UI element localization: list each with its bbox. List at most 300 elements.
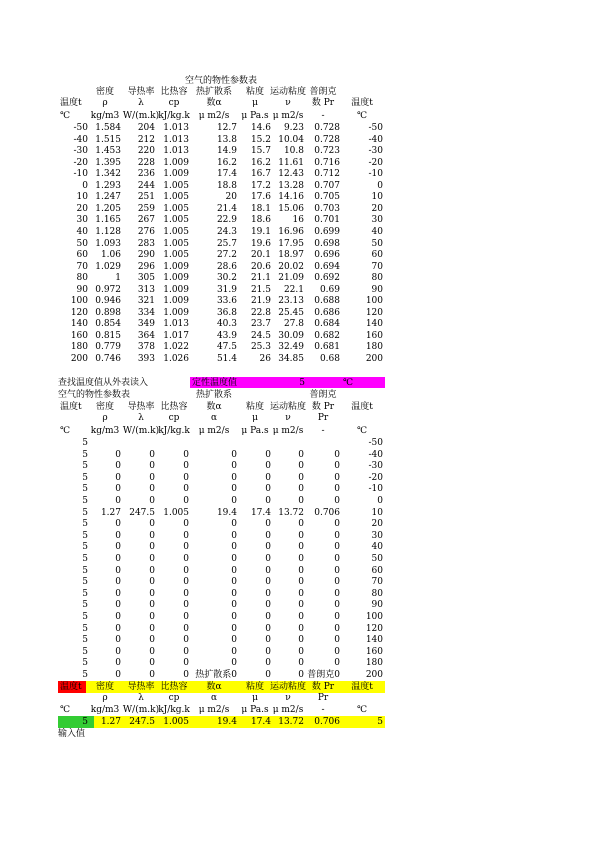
- result-row-cell-7[interactable]: 0.706: [314, 717, 340, 727]
- mid-row-7-cell-2[interactable]: 0: [149, 519, 155, 530]
- top-row-13-cell-3[interactable]: 1.009: [163, 273, 189, 284]
- top-row-7-cell-7[interactable]: 0.703: [314, 203, 340, 214]
- top-row-2-cell-2[interactable]: 220: [137, 146, 155, 157]
- mid-row-17-cell-8[interactable]: 140: [365, 635, 383, 646]
- top-row-14-cell-2[interactable]: 313: [137, 284, 155, 295]
- top-row-7-cell-8[interactable]: 20: [371, 203, 383, 214]
- top-row-18-cell-7[interactable]: 0.682: [314, 330, 340, 341]
- mid-row-11-cell-5[interactable]: 0: [265, 565, 271, 576]
- top-row-17-cell-7[interactable]: 0.684: [314, 319, 340, 330]
- top-row-16-cell-8[interactable]: 120: [365, 307, 383, 318]
- mid-row-15-cell-7[interactable]: 0: [334, 612, 340, 622]
- top-row-7-cell-0[interactable]: 20: [76, 203, 88, 214]
- top-row-20-cell-8[interactable]: 200: [365, 354, 383, 364]
- top-row-5-cell-1[interactable]: 1.293: [95, 180, 121, 191]
- mid-row-20-cell-7[interactable]: 普朗克0: [307, 670, 340, 680]
- mid-row-8-cell-5[interactable]: 0: [265, 530, 271, 541]
- mid-row-16-cell-3[interactable]: 0: [183, 623, 189, 634]
- mid-row-12-cell-1[interactable]: 0: [115, 577, 121, 588]
- mid-row-16-cell-0[interactable]: 5: [82, 623, 88, 634]
- mid-row-5-cell-2[interactable]: 0: [149, 496, 155, 506]
- mid-row-3-cell-7[interactable]: 0: [334, 472, 340, 483]
- top-row-5-cell-8[interactable]: 0: [377, 180, 383, 191]
- top-row-19-cell-7[interactable]: 0.681: [314, 342, 340, 353]
- top-row-13-cell-7[interactable]: 0.692: [314, 273, 340, 284]
- top-row-20-cell-0[interactable]: 200: [70, 354, 88, 364]
- top-row-20-cell-5[interactable]: 26: [259, 354, 271, 364]
- mid-row-5-cell-0[interactable]: 5: [82, 496, 88, 506]
- top-row-2-cell-7[interactable]: 0.723: [314, 146, 340, 157]
- mid-row-4-cell-4[interactable]: 0: [231, 484, 237, 495]
- mid-row-3-cell-2[interactable]: 0: [149, 472, 155, 483]
- top-row-13-cell-5[interactable]: 21.1: [250, 273, 271, 284]
- top-row-0-cell-6[interactable]: 9.23: [283, 123, 304, 133]
- mid-row-18-cell-1[interactable]: 0: [115, 646, 121, 657]
- mid-row-17-cell-2[interactable]: 0: [149, 635, 155, 646]
- mid-row-5-cell-6[interactable]: 0: [298, 496, 304, 506]
- mid-row-7-cell-7[interactable]: 0: [334, 519, 340, 530]
- mid-row-16-cell-8[interactable]: 120: [365, 623, 383, 634]
- mid-row-15-cell-8[interactable]: 100: [365, 612, 383, 622]
- mid-row-8-cell-8[interactable]: 30: [371, 530, 383, 541]
- top-row-17-cell-4[interactable]: 40.3: [216, 319, 237, 330]
- top-row-3-cell-5[interactable]: 16.2: [250, 157, 271, 168]
- mid-row-12-cell-4[interactable]: 0: [231, 577, 237, 588]
- top-row-16-cell-0[interactable]: 120: [70, 307, 88, 318]
- mid-row-8-cell-7[interactable]: 0: [334, 530, 340, 541]
- mid-row-14-cell-4[interactable]: 0: [231, 600, 237, 611]
- top-row-14-cell-8[interactable]: 90: [371, 284, 383, 295]
- top-row-3-cell-3[interactable]: 1.009: [163, 157, 189, 168]
- mid-row-2-cell-6[interactable]: 0: [298, 461, 304, 472]
- mid-row-19-cell-4[interactable]: 0: [231, 658, 237, 669]
- top-row-10-cell-0[interactable]: 50: [76, 238, 88, 249]
- top-row-15-cell-6[interactable]: 23.13: [278, 296, 304, 307]
- mid-row-1-cell-1[interactable]: 0: [115, 449, 121, 460]
- top-row-10-cell-6[interactable]: 17.95: [278, 238, 304, 249]
- top-row-9-cell-3[interactable]: 1.005: [163, 226, 189, 237]
- mid-row-3-cell-5[interactable]: 0: [265, 472, 271, 483]
- mid-row-8-cell-1[interactable]: 0: [115, 530, 121, 541]
- mid-row-13-cell-3[interactable]: 0: [183, 588, 189, 599]
- top-row-1-cell-1[interactable]: 1.515: [95, 134, 121, 145]
- top-row-0-cell-7[interactable]: 0.728: [314, 123, 340, 133]
- top-row-18-cell-3[interactable]: 1.017: [163, 330, 189, 341]
- top-row-15-cell-0[interactable]: 100: [70, 296, 88, 307]
- mid-row-14-cell-6[interactable]: 0: [298, 600, 304, 611]
- mid-row-17-cell-7[interactable]: 0: [334, 635, 340, 646]
- top-row-19-cell-3[interactable]: 1.022: [163, 342, 189, 353]
- mid-row-1-cell-2[interactable]: 0: [149, 449, 155, 460]
- mid-row-6-cell-2[interactable]: 247.5: [129, 507, 155, 518]
- mid-row-4-cell-3[interactable]: 0: [183, 484, 189, 495]
- mid-row-14-cell-3[interactable]: 0: [183, 600, 189, 611]
- top-row-19-cell-2[interactable]: 378: [137, 342, 155, 353]
- top-row-12-cell-3[interactable]: 1.009: [163, 261, 189, 272]
- top-row-17-cell-2[interactable]: 349: [137, 319, 155, 330]
- top-row-20-cell-3[interactable]: 1.026: [163, 354, 189, 364]
- top-row-8-cell-5[interactable]: 18.6: [250, 215, 271, 226]
- top-row-10-cell-5[interactable]: 19.6: [250, 238, 271, 249]
- top-row-13-cell-1[interactable]: 1: [115, 273, 121, 284]
- top-row-7-cell-3[interactable]: 1.005: [163, 203, 189, 214]
- result-row-cell-3[interactable]: 1.005: [163, 717, 189, 727]
- top-row-18-cell-2[interactable]: 364: [137, 330, 155, 341]
- top-row-13-cell-4[interactable]: 30.2: [216, 273, 237, 284]
- top-row-9-cell-6[interactable]: 16.96: [278, 226, 304, 237]
- top-row-16-cell-5[interactable]: 22.8: [250, 307, 271, 318]
- mid-row-1-cell-5[interactable]: 0: [265, 449, 271, 460]
- top-row-19-cell-6[interactable]: 32.49: [278, 342, 304, 353]
- mid-row-16-cell-7[interactable]: 0: [334, 623, 340, 634]
- top-row-6-cell-7[interactable]: 0.705: [314, 192, 340, 203]
- top-row-7-cell-1[interactable]: 1.205: [95, 203, 121, 214]
- mid-row-8-cell-3[interactable]: 0: [183, 530, 189, 541]
- mid-row-18-cell-7[interactable]: 0: [334, 646, 340, 657]
- mid-row-7-cell-5[interactable]: 0: [265, 519, 271, 530]
- top-row-7-cell-2[interactable]: 259: [137, 203, 155, 214]
- top-row-14-cell-6[interactable]: 22.1: [283, 284, 304, 295]
- mid-row-7-cell-0[interactable]: 5: [82, 519, 88, 530]
- top-row-20-cell-2[interactable]: 393: [137, 354, 155, 364]
- mid-row-20-cell-4[interactable]: 热扩散系0: [195, 670, 237, 680]
- mid-row-19-cell-6[interactable]: 0: [298, 658, 304, 669]
- mid-row-17-cell-1[interactable]: 0: [115, 635, 121, 646]
- mid-row-5-cell-3[interactable]: 0: [183, 496, 189, 506]
- mid-row-15-cell-3[interactable]: 0: [183, 612, 189, 622]
- mid-row-4-cell-7[interactable]: 0: [334, 484, 340, 495]
- mid-row-13-cell-4[interactable]: 0: [231, 588, 237, 599]
- mid-row-15-cell-0[interactable]: 5: [82, 612, 88, 622]
- top-row-0-cell-0[interactable]: -50: [73, 123, 88, 133]
- top-row-16-cell-3[interactable]: 1.009: [163, 307, 189, 318]
- mid-row-7-cell-4[interactable]: 0: [231, 519, 237, 530]
- mid-row-19-cell-1[interactable]: 0: [115, 658, 121, 669]
- top-row-1-cell-5[interactable]: 15.2: [250, 134, 271, 145]
- mid-row-16-cell-4[interactable]: 0: [231, 623, 237, 634]
- top-row-11-cell-6[interactable]: 18.97: [278, 250, 304, 261]
- mid-row-2-cell-4[interactable]: 0: [231, 461, 237, 472]
- mid-row-14-cell-0[interactable]: 5: [82, 600, 88, 611]
- mid-row-10-cell-0[interactable]: 5: [82, 554, 88, 564]
- top-row-3-cell-2[interactable]: 228: [137, 157, 155, 168]
- mid-row-2-cell-7[interactable]: 0: [334, 461, 340, 472]
- result-row-cell-4[interactable]: 19.4: [216, 717, 237, 727]
- top-row-19-cell-1[interactable]: 0.779: [95, 342, 121, 353]
- mid-row-18-cell-4[interactable]: 0: [231, 646, 237, 657]
- top-row-3-cell-6[interactable]: 11.61: [278, 157, 304, 168]
- top-row-2-cell-8[interactable]: -30: [368, 146, 383, 157]
- top-row-10-cell-4[interactable]: 25.7: [216, 238, 237, 249]
- mid-row-19-cell-5[interactable]: 0: [265, 658, 271, 669]
- top-row-12-cell-1[interactable]: 1.029: [95, 261, 121, 272]
- top-row-6-cell-2[interactable]: 251: [137, 192, 155, 203]
- top-row-12-cell-7[interactable]: 0.694: [314, 261, 340, 272]
- top-row-11-cell-3[interactable]: 1.005: [163, 250, 189, 261]
- top-row-6-cell-3[interactable]: 1.005: [163, 192, 189, 203]
- top-row-5-cell-4[interactable]: 18.8: [216, 180, 237, 191]
- top-row-17-cell-1[interactable]: 0.854: [95, 319, 121, 330]
- top-row-11-cell-4[interactable]: 27.2: [216, 250, 237, 261]
- mid-row-15-cell-1[interactable]: 0: [115, 612, 121, 622]
- top-row-15-cell-7[interactable]: 0.688: [314, 296, 340, 307]
- top-row-0-cell-5[interactable]: 14.6: [250, 123, 271, 133]
- top-row-10-cell-8[interactable]: 50: [371, 238, 383, 249]
- mid-row-1-cell-3[interactable]: 0: [183, 449, 189, 460]
- top-row-0-cell-2[interactable]: 204: [137, 123, 155, 133]
- mid-row-20-cell-5[interactable]: 0: [265, 670, 271, 680]
- top-row-18-cell-4[interactable]: 43.9: [216, 330, 237, 341]
- top-row-17-cell-3[interactable]: 1.013: [163, 319, 189, 330]
- mid-row-8-cell-6[interactable]: 0: [298, 530, 304, 541]
- mid-row-13-cell-0[interactable]: 5: [82, 588, 88, 599]
- top-row-6-cell-8[interactable]: 10: [371, 192, 383, 203]
- mid-row-9-cell-8[interactable]: 40: [371, 542, 383, 553]
- mid-row-11-cell-0[interactable]: 5: [82, 565, 88, 576]
- top-row-4-cell-1[interactable]: 1.342: [95, 169, 121, 180]
- top-row-18-cell-6[interactable]: 30.09: [278, 330, 304, 341]
- mid-row-11-cell-1[interactable]: 0: [115, 565, 121, 576]
- mid-row-15-cell-5[interactable]: 0: [265, 612, 271, 622]
- mid-row-4-cell-2[interactable]: 0: [149, 484, 155, 495]
- top-row-9-cell-4[interactable]: 24.3: [216, 226, 237, 237]
- top-row-6-cell-4[interactable]: 20: [225, 192, 237, 203]
- mid-row-9-cell-5[interactable]: 0: [265, 542, 271, 553]
- mid-row-10-cell-7[interactable]: 0: [334, 554, 340, 564]
- mid-row-16-cell-6[interactable]: 0: [298, 623, 304, 634]
- mid-row-1-cell-0[interactable]: 5: [82, 449, 88, 460]
- result-row-cell-8[interactable]: 5: [377, 717, 383, 727]
- top-row-4-cell-2[interactable]: 236: [137, 169, 155, 180]
- result-row-cell-6[interactable]: 13.72: [278, 717, 304, 727]
- top-row-2-cell-4[interactable]: 14.9: [216, 146, 237, 157]
- mid-row-6-cell-7[interactable]: 0.706: [314, 507, 340, 518]
- top-row-4-cell-5[interactable]: 16.7: [250, 169, 271, 180]
- top-row-16-cell-1[interactable]: 0.898: [95, 307, 121, 318]
- top-row-1-cell-0[interactable]: -40: [73, 134, 88, 145]
- top-row-11-cell-5[interactable]: 20.1: [250, 250, 271, 261]
- mid-row-2-cell-5[interactable]: 0: [265, 461, 271, 472]
- top-row-11-cell-8[interactable]: 60: [371, 250, 383, 261]
- top-row-9-cell-2[interactable]: 276: [137, 226, 155, 237]
- mid-row-20-cell-8[interactable]: 200: [365, 670, 383, 680]
- top-row-11-cell-1[interactable]: 1.06: [100, 250, 121, 261]
- top-row-12-cell-5[interactable]: 20.6: [250, 261, 271, 272]
- top-row-15-cell-8[interactable]: 100: [365, 296, 383, 307]
- mid-row-16-cell-1[interactable]: 0: [115, 623, 121, 634]
- mid-row-10-cell-8[interactable]: 50: [371, 554, 383, 564]
- top-row-4-cell-8[interactable]: -10: [368, 169, 383, 180]
- mid-row-15-cell-4[interactable]: 0: [231, 612, 237, 622]
- mid-row-12-cell-6[interactable]: 0: [298, 577, 304, 588]
- mid-row-13-cell-1[interactable]: 0: [115, 588, 121, 599]
- top-row-15-cell-5[interactable]: 21.9: [250, 296, 271, 307]
- mid-row-1-cell-7[interactable]: 0: [334, 449, 340, 460]
- top-row-4-cell-6[interactable]: 12.43: [278, 169, 304, 180]
- mid-row-8-cell-2[interactable]: 0: [149, 530, 155, 541]
- top-row-5-cell-6[interactable]: 13.28: [278, 180, 304, 191]
- mid-row-13-cell-2[interactable]: 0: [149, 588, 155, 599]
- top-row-5-cell-5[interactable]: 17.2: [250, 180, 271, 191]
- top-row-15-cell-2[interactable]: 321: [137, 296, 155, 307]
- mid-row-18-cell-2[interactable]: 0: [149, 646, 155, 657]
- top-row-2-cell-5[interactable]: 15.7: [250, 146, 271, 157]
- mid-row-17-cell-4[interactable]: 0: [231, 635, 237, 646]
- top-row-3-cell-0[interactable]: -20: [73, 157, 88, 168]
- mid-row-12-cell-3[interactable]: 0: [183, 577, 189, 588]
- top-row-14-cell-7[interactable]: 0.69: [319, 284, 340, 295]
- top-row-15-cell-3[interactable]: 1.009: [163, 296, 189, 307]
- top-row-7-cell-6[interactable]: 15.06: [278, 203, 304, 214]
- mid-row-4-cell-1[interactable]: 0: [115, 484, 121, 495]
- mid-row-4-cell-0[interactable]: 5: [82, 484, 88, 495]
- mid-row-0-cell-8[interactable]: -50: [368, 438, 383, 448]
- mid-row-1-cell-4[interactable]: 0: [231, 449, 237, 460]
- top-row-12-cell-2[interactable]: 296: [137, 261, 155, 272]
- mid-row-17-cell-5[interactable]: 0: [265, 635, 271, 646]
- top-row-3-cell-7[interactable]: 0.716: [314, 157, 340, 168]
- mid-row-9-cell-3[interactable]: 0: [183, 542, 189, 553]
- mid-row-5-cell-5[interactable]: 0: [265, 496, 271, 506]
- top-row-9-cell-7[interactable]: 0.699: [314, 226, 340, 237]
- mid-row-11-cell-3[interactable]: 0: [183, 565, 189, 576]
- top-row-6-cell-0[interactable]: 10: [76, 192, 88, 203]
- top-row-3-cell-8[interactable]: -20: [368, 157, 383, 168]
- top-row-1-cell-8[interactable]: -40: [368, 134, 383, 145]
- top-row-2-cell-1[interactable]: 1.453: [95, 146, 121, 157]
- mid-row-3-cell-4[interactable]: 0: [231, 472, 237, 483]
- mid-row-15-cell-2[interactable]: 0: [149, 612, 155, 622]
- top-row-14-cell-4[interactable]: 31.9: [216, 284, 237, 295]
- mid-row-3-cell-0[interactable]: 5: [82, 472, 88, 483]
- top-row-13-cell-8[interactable]: 80: [371, 273, 383, 284]
- result-row-cell-5[interactable]: 17.4: [250, 717, 271, 727]
- mid-row-4-cell-5[interactable]: 0: [265, 484, 271, 495]
- mid-row-9-cell-0[interactable]: 5: [82, 542, 88, 553]
- top-row-8-cell-3[interactable]: 1.005: [163, 215, 189, 226]
- top-row-0-cell-3[interactable]: 1.013: [163, 123, 189, 133]
- top-row-13-cell-0[interactable]: 80: [76, 273, 88, 284]
- mid-row-17-cell-3[interactable]: 0: [183, 635, 189, 646]
- mid-row-3-cell-3[interactable]: 0: [183, 472, 189, 483]
- mid-row-12-cell-8[interactable]: 70: [371, 577, 383, 588]
- top-row-0-cell-1[interactable]: 1.584: [95, 123, 121, 133]
- mid-row-7-cell-1[interactable]: 0: [115, 519, 121, 530]
- mid-row-10-cell-6[interactable]: 0: [298, 554, 304, 564]
- top-row-18-cell-1[interactable]: 0.815: [95, 330, 121, 341]
- mid-row-11-cell-7[interactable]: 0: [334, 565, 340, 576]
- top-row-3-cell-1[interactable]: 1.395: [95, 157, 121, 168]
- top-row-10-cell-1[interactable]: 1.093: [95, 238, 121, 249]
- mid-row-10-cell-3[interactable]: 0: [183, 554, 189, 564]
- mid-row-9-cell-4[interactable]: 0: [231, 542, 237, 553]
- top-row-10-cell-3[interactable]: 1.005: [163, 238, 189, 249]
- top-row-11-cell-2[interactable]: 290: [137, 250, 155, 261]
- top-row-17-cell-8[interactable]: 140: [365, 319, 383, 330]
- top-row-19-cell-5[interactable]: 25.3: [250, 342, 271, 353]
- mid-row-12-cell-7[interactable]: 0: [334, 577, 340, 588]
- mid-row-15-cell-6[interactable]: 0: [298, 612, 304, 622]
- mid-row-10-cell-4[interactable]: 0: [231, 554, 237, 564]
- mid-row-10-cell-5[interactable]: 0: [265, 554, 271, 564]
- top-row-9-cell-8[interactable]: 40: [371, 226, 383, 237]
- mid-row-19-cell-3[interactable]: 0: [183, 658, 189, 669]
- mid-row-6-cell-1[interactable]: 1.27: [100, 507, 121, 518]
- mid-row-1-cell-8[interactable]: -40: [368, 449, 383, 460]
- mid-row-4-cell-6[interactable]: 0: [298, 484, 304, 495]
- top-row-9-cell-0[interactable]: 40: [76, 226, 88, 237]
- mid-row-6-cell-4[interactable]: 19.4: [216, 507, 237, 518]
- mid-row-3-cell-8[interactable]: -20: [368, 472, 383, 483]
- top-row-10-cell-7[interactable]: 0.698: [314, 238, 340, 249]
- lookup-value[interactable]: 5: [299, 378, 305, 388]
- mid-row-12-cell-5[interactable]: 0: [265, 577, 271, 588]
- mid-row-19-cell-2[interactable]: 0: [149, 658, 155, 669]
- mid-row-8-cell-4[interactable]: 0: [231, 530, 237, 541]
- mid-row-6-cell-5[interactable]: 17.4: [250, 507, 271, 518]
- mid-row-2-cell-2[interactable]: 0: [149, 461, 155, 472]
- result-row-cell-1[interactable]: 1.27: [100, 717, 121, 727]
- mid-row-11-cell-2[interactable]: 0: [149, 565, 155, 576]
- top-row-7-cell-5[interactable]: 18.1: [250, 203, 271, 214]
- top-row-17-cell-5[interactable]: 23.7: [250, 319, 271, 330]
- top-row-20-cell-6[interactable]: 34.85: [278, 354, 304, 364]
- mid-row-11-cell-8[interactable]: 60: [371, 565, 383, 576]
- mid-row-1-cell-6[interactable]: 0: [298, 449, 304, 460]
- top-row-14-cell-5[interactable]: 21.5: [250, 284, 271, 295]
- top-row-4-cell-3[interactable]: 1.009: [163, 169, 189, 180]
- top-row-13-cell-2[interactable]: 305: [137, 273, 155, 284]
- mid-row-13-cell-7[interactable]: 0: [334, 588, 340, 599]
- mid-row-6-cell-3[interactable]: 1.005: [163, 507, 189, 518]
- mid-row-18-cell-0[interactable]: 5: [82, 646, 88, 657]
- mid-row-11-cell-6[interactable]: 0: [298, 565, 304, 576]
- top-row-12-cell-6[interactable]: 20.02: [278, 261, 304, 272]
- top-row-0-cell-8[interactable]: -50: [368, 123, 383, 133]
- top-row-18-cell-5[interactable]: 24.5: [250, 330, 271, 341]
- mid-row-9-cell-2[interactable]: 0: [149, 542, 155, 553]
- top-row-2-cell-3[interactable]: 1.013: [163, 146, 189, 157]
- top-row-8-cell-1[interactable]: 1.165: [95, 215, 121, 226]
- top-row-16-cell-4[interactable]: 36.8: [216, 307, 237, 318]
- top-row-8-cell-4[interactable]: 22.9: [216, 215, 237, 226]
- top-row-10-cell-2[interactable]: 283: [137, 238, 155, 249]
- top-row-8-cell-6[interactable]: 16: [292, 215, 304, 226]
- mid-row-19-cell-7[interactable]: 0: [334, 658, 340, 669]
- mid-row-20-cell-1[interactable]: 0: [115, 670, 121, 680]
- mid-row-13-cell-5[interactable]: 0: [265, 588, 271, 599]
- mid-row-20-cell-0[interactable]: 5: [82, 670, 88, 680]
- top-row-6-cell-5[interactable]: 17.6: [250, 192, 271, 203]
- top-row-19-cell-8[interactable]: 180: [365, 342, 383, 353]
- mid-row-12-cell-0[interactable]: 5: [82, 577, 88, 588]
- mid-row-16-cell-5[interactable]: 0: [265, 623, 271, 634]
- top-row-14-cell-1[interactable]: 0.972: [95, 284, 121, 295]
- top-row-8-cell-0[interactable]: 30: [76, 215, 88, 226]
- top-row-17-cell-6[interactable]: 27.8: [283, 319, 304, 330]
- mid-row-14-cell-2[interactable]: 0: [149, 600, 155, 611]
- top-row-5-cell-0[interactable]: 0: [82, 180, 88, 191]
- mid-row-2-cell-8[interactable]: -30: [368, 461, 383, 472]
- mid-row-3-cell-1[interactable]: 0: [115, 472, 121, 483]
- mid-row-18-cell-5[interactable]: 0: [265, 646, 271, 657]
- mid-row-2-cell-3[interactable]: 0: [183, 461, 189, 472]
- top-row-12-cell-8[interactable]: 70: [371, 261, 383, 272]
- mid-row-20-cell-3[interactable]: 0: [183, 670, 189, 680]
- top-row-15-cell-4[interactable]: 33.6: [216, 296, 237, 307]
- mid-row-2-cell-0[interactable]: 5: [82, 461, 88, 472]
- top-row-4-cell-0[interactable]: -10: [73, 169, 88, 180]
